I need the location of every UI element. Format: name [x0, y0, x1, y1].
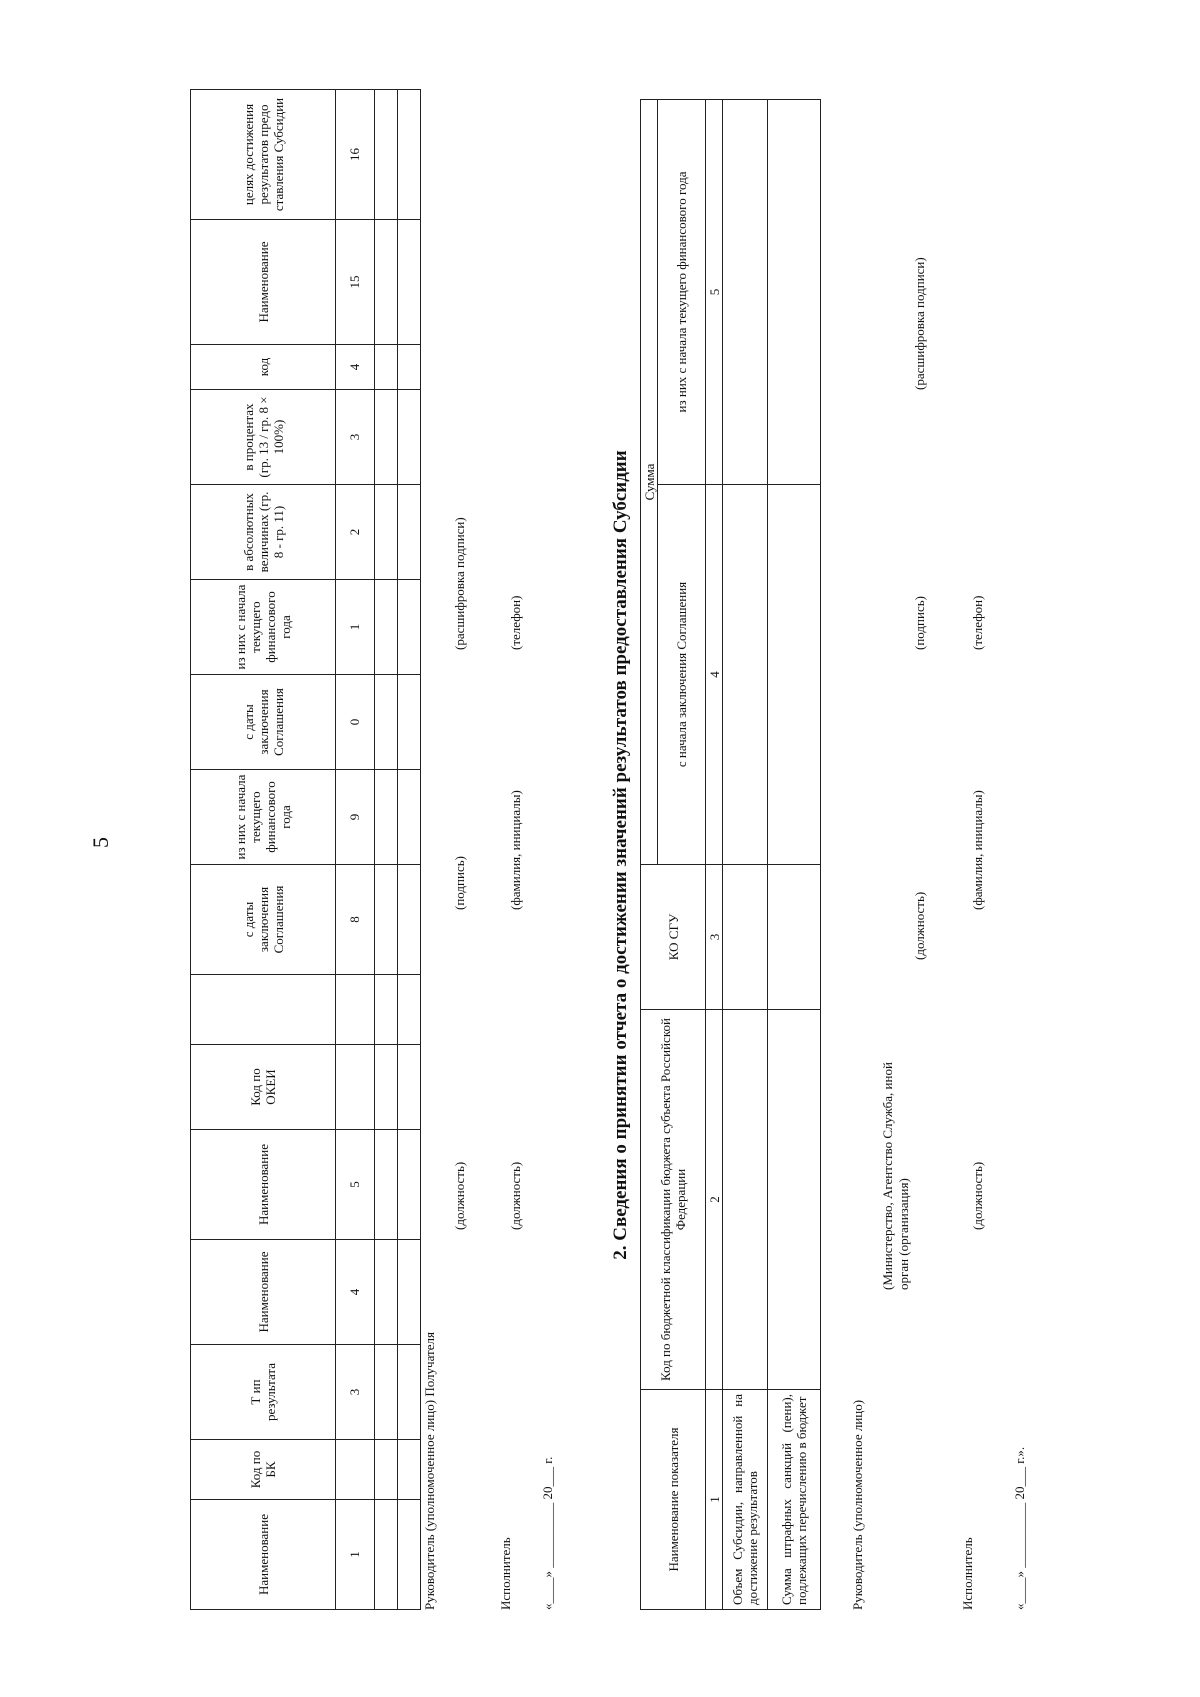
header-cell: КО СГУ — [641, 865, 706, 1010]
column-number-row — [706, 100, 723, 1610]
column-number: 1 — [706, 1390, 723, 1610]
column-number: 5 — [706, 100, 723, 485]
page-number: 5 — [88, 837, 113, 848]
section-title: 2. Сведения о принятии отчета о достижении значений результатов предоставления Субсидии — [610, 450, 631, 1260]
table-header-row — [641, 100, 658, 1610]
fio-caption: (фамилия, инициалы) — [508, 790, 523, 910]
header-cell: Наименование — [191, 220, 336, 345]
acceptance-table — [640, 99, 821, 1610]
header-cell: в абсолютных величинах (гр. 8 - гр. 11) — [191, 485, 336, 580]
header-cell: Код по БК — [191, 1440, 336, 1500]
rotated-content — [190, 97, 1070, 1610]
table-row — [723, 100, 768, 1610]
column-number — [336, 1440, 375, 1500]
header-cell: Наименование показателя — [641, 1390, 706, 1610]
column-number: 16 — [336, 90, 375, 220]
head-label: Руководитель (уполномоченное лицо) Получателя — [422, 1332, 437, 1610]
column-number: 2 — [706, 1010, 723, 1390]
header-cell: с даты заключения Соглашения — [191, 675, 336, 770]
column-number: 8 — [336, 865, 375, 975]
executor-label: Исполнитель — [498, 1537, 513, 1610]
column-number: 0 — [336, 675, 375, 770]
column-number: 15 — [336, 220, 375, 345]
table-row — [398, 90, 421, 1610]
position-caption: (должность) — [452, 1161, 467, 1230]
row-label: Объем Субсидии, направленной на достижение результатов — [723, 1390, 768, 1610]
phone-caption: (телефон) — [970, 595, 985, 650]
column-number: 3 — [706, 865, 723, 1010]
column-number: 4 — [706, 485, 723, 865]
header-cell: Т ип результата — [191, 1345, 336, 1440]
header-cell: Наименование — [191, 1500, 336, 1610]
header-cell: Сумма — [641, 100, 658, 865]
date-line: «____» __________ 20___ г. — [540, 1456, 555, 1610]
column-number: 2 — [336, 485, 375, 580]
column-number-row — [336, 90, 375, 1610]
header-cell: Код по бюджетной классификации бюджета субъекта Российской Федерации — [641, 1010, 706, 1390]
signature-caption: (подпись) — [452, 856, 467, 910]
header-cell: код — [191, 345, 336, 390]
fio-caption: (фамилия, инициалы) — [970, 790, 985, 910]
position-caption: (должность) — [912, 891, 927, 960]
column-number: 3 — [336, 1345, 375, 1440]
header-cell: из них с начала текущего финансового года — [191, 580, 336, 675]
org-caption: (Министерство, Агентство Служба, иной орган (организация) — [880, 1062, 911, 1290]
executor-label: Исполнитель — [960, 1537, 975, 1610]
header-cell — [191, 975, 336, 1045]
header-cell: Код по ОКЕИ — [191, 1045, 336, 1130]
column-number — [336, 975, 375, 1045]
column-number: 5 — [336, 1130, 375, 1240]
signature-caption: (подпись) — [912, 596, 927, 650]
table-row — [768, 100, 821, 1610]
header-cell: Наименование — [191, 1240, 336, 1345]
results-table — [190, 89, 421, 1610]
column-number: 1 — [336, 580, 375, 675]
column-number: 9 — [336, 770, 375, 865]
executor-position-caption: (должность) — [970, 1161, 985, 1230]
table-row — [375, 90, 398, 1610]
head-label: Руководитель (уполномоченное лицо) — [850, 1399, 865, 1610]
header-cell: с начала заключения Соглашения — [658, 485, 706, 865]
row-label: Сумма штрафных санкций (пени), подлежащих перечислению в бюджет — [768, 1390, 821, 1610]
header-cell: Наименование — [191, 1130, 336, 1240]
column-number: 4 — [336, 345, 375, 390]
header-cell: из них с начала текущего финансового года — [191, 770, 336, 865]
signature-decode-caption: (расшифровка подписи) — [912, 257, 927, 390]
header-cell: с даты заключения Соглашения — [191, 865, 336, 975]
executor-position-caption: (должность) — [508, 1161, 523, 1230]
header-cell: из них с начала текущего финансового года — [658, 100, 706, 485]
column-number: 4 — [336, 1240, 375, 1345]
column-number — [336, 1045, 375, 1130]
signature-decode-caption: (расшифровка подписи) — [452, 517, 467, 650]
table-header-row — [191, 90, 336, 1610]
header-cell: целях достижения результатов предо ставления Субсидии — [191, 90, 336, 220]
column-number: 1 — [336, 1500, 375, 1610]
header-cell: в процентах (гр. 13 / гр. 8 × 100%) — [191, 390, 336, 485]
column-number: 3 — [336, 390, 375, 485]
date-line: «____» __________ 20___ г.». — [1012, 1446, 1027, 1610]
phone-caption: (телефон) — [508, 595, 523, 650]
